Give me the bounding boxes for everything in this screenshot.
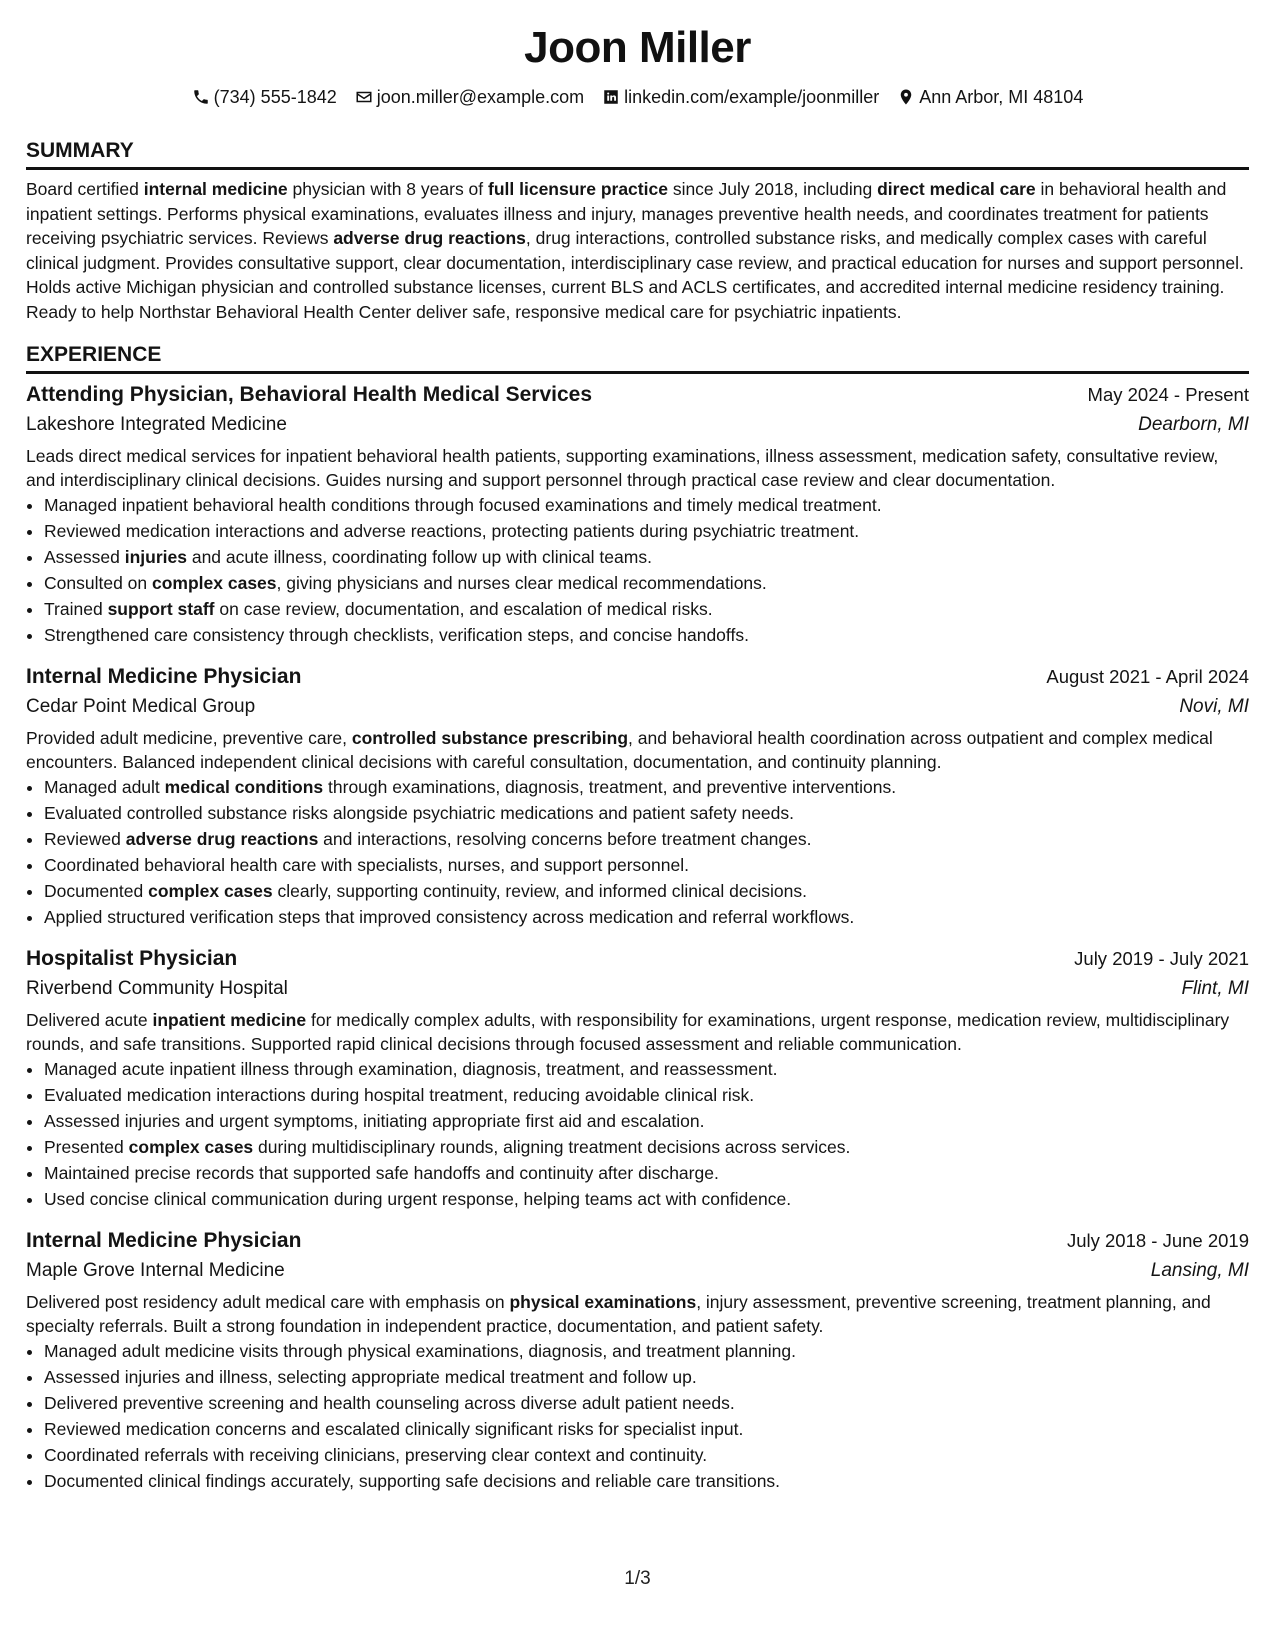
- text-run: Provided adult medicine, preventive care,: [26, 728, 352, 748]
- contact-location-text: Ann Arbor, MI 48104: [919, 87, 1084, 107]
- bold-keyword: physical examinations: [509, 1292, 697, 1312]
- text-run: on case review, documentation, and escalation of medical risks.: [214, 599, 713, 619]
- bullet-item: [44, 1442, 1249, 1468]
- bold-keyword: complex cases: [152, 573, 277, 593]
- bullet-item: [44, 1108, 1249, 1134]
- resume-page: [26, 20, 1249, 1494]
- text-run: Coordinated behavioral health care with specialists, nurses, and support personnel.: [44, 855, 689, 875]
- bold-keyword: inpatient medicine: [152, 1010, 307, 1030]
- page-number: 1/3: [624, 1568, 651, 1589]
- text-run: Board certified: [26, 179, 144, 199]
- job-bullets: [26, 1338, 1249, 1494]
- bold-keyword: direct medical care: [877, 179, 1036, 199]
- text-run: for medically complex adults, with responsibility for examinations, urgent response, medication review, multidisciplinary rounds, and safe transitions. Supported rapid clinical decisions through focused assessment and reliable communication.: [26, 1010, 1230, 1054]
- bullet-item: [44, 774, 1249, 800]
- bullet-item: [44, 878, 1249, 904]
- bullet-item: [44, 1160, 1249, 1186]
- text-run: , injury assessment, preventive screening, treatment planning, and specialty referrals. Built a strong foundation in independent practice, documentation, and patient safety.: [26, 1292, 1211, 1336]
- text-run: since July 2018, including: [667, 179, 878, 199]
- envelope-icon: [355, 88, 373, 106]
- bold-keyword: internal medicine: [143, 179, 288, 199]
- bullet-item: [44, 1364, 1249, 1390]
- job-location: Novi, MI: [1179, 696, 1249, 717]
- text-run: Delivered post residency adult medical care with emphasis on: [26, 1292, 510, 1312]
- bullet-item: [44, 800, 1249, 826]
- job-bullets: [26, 774, 1249, 930]
- job-dates: July 2018 - June 2019: [1066, 1230, 1249, 1251]
- bullet-item: [44, 570, 1249, 596]
- text-run: Consulted on: [44, 573, 152, 593]
- text-run: Used concise clinical communication during urgent response, helping teams act with confidence.: [44, 1189, 792, 1209]
- text-run: Presented: [44, 1137, 129, 1157]
- contact-phone-text: (734) 555-1842: [213, 87, 337, 107]
- job-company: Cedar Point Medical Group: [26, 696, 256, 717]
- bold-keyword: injuries: [124, 547, 187, 567]
- text-run: Coordinated referrals with receiving clinicians, preserving clear context and continuity.: [44, 1445, 708, 1465]
- bold-keyword: controlled substance prescribing: [351, 728, 629, 748]
- bold-keyword: complex cases: [128, 1137, 254, 1157]
- text-run: Assessed: [44, 547, 125, 567]
- text-run: Leads direct medical services for inpatient behavioral health patients, supporting examinations, illness assessment, medication safety, consultative review, and interdisciplinary clinical decisions. Guides nursing and support personnel through practical case review and clear documentation.: [26, 446, 1219, 490]
- phone-icon: [192, 88, 210, 106]
- bullet-item: [44, 596, 1249, 622]
- text-run: , and behavioral health coordination across outpatient and complex medical encounters. Balanced independent clinical decisions with careful consultation, documentation, and continuity planning.: [26, 728, 1213, 772]
- bullet-item: [44, 518, 1249, 544]
- text-run: Assessed injuries and urgent symptoms, initiating appropriate first aid and escalation.: [44, 1111, 705, 1131]
- text-run: Reviewed medication concerns and escalated clinically significant risks for specialist input.: [44, 1419, 744, 1439]
- bullet-item: [44, 1390, 1249, 1416]
- job-location: Dearborn, MI: [1138, 414, 1249, 435]
- job-entry: [26, 944, 1249, 1212]
- job-description: [26, 1008, 1249, 1056]
- bullet-item: [44, 544, 1249, 570]
- text-run: Managed adult: [44, 777, 165, 797]
- summary-text: [26, 177, 1249, 324]
- job-company: Lakeshore Integrated Medicine: [26, 414, 287, 435]
- text-run: Documented: [44, 881, 149, 901]
- job-company: Riverbend Community Hospital: [26, 978, 288, 999]
- text-run: through examinations, diagnosis, treatment, and preventive interventions.: [323, 777, 897, 797]
- text-run: Trained: [44, 599, 108, 619]
- bold-keyword: full licensure practice: [488, 179, 668, 199]
- job-dates: August 2021 - April 2024: [1046, 666, 1249, 687]
- text-run: Reviewed: [44, 829, 126, 849]
- job-title: Internal Medicine Physician: [26, 665, 302, 688]
- text-run: Delivered preventive screening and health counseling across diverse adult patient needs.: [44, 1393, 735, 1413]
- job-bullets: [26, 492, 1249, 648]
- bullet-item: [44, 852, 1249, 878]
- text-run: Assessed injuries and illness, selecting appropriate medical treatment and follow up.: [44, 1367, 697, 1387]
- text-run: clearly, supporting continuity, review, and informed clinical decisions.: [272, 881, 807, 901]
- job-entry: [26, 380, 1249, 648]
- experience-list: [26, 380, 1249, 1494]
- text-run: physician with 8 years of: [287, 179, 489, 199]
- job-title: Attending Physician, Behavioral Health Medical Services: [26, 383, 593, 406]
- bold-keyword: adverse drug reactions: [333, 228, 526, 248]
- job-description: [26, 1290, 1249, 1338]
- bullet-item: [44, 826, 1249, 852]
- text-run: Managed inpatient behavioral health conditions through focused examinations and timely medical treatment.: [44, 495, 882, 515]
- text-run: Evaluated controlled substance risks alongside psychiatric medications and patient safety needs.: [44, 803, 795, 823]
- linkedin-icon: [602, 88, 620, 106]
- job-dates: May 2024 - Present: [1087, 384, 1249, 405]
- bullet-item: [44, 1082, 1249, 1108]
- map-marker-icon: [897, 88, 915, 106]
- candidate-name: Joon Miller: [524, 23, 751, 72]
- text-run: Maintained precise records that supported safe handoffs and continuity after discharge.: [44, 1163, 719, 1183]
- bold-keyword: support staff: [107, 599, 215, 619]
- text-run: Reviewed medication interactions and adverse reactions, protecting patients during psychiatric treatment.: [44, 521, 860, 541]
- text-run: Evaluated medication interactions during hospital treatment, reducing avoidable clinical risk.: [44, 1085, 755, 1105]
- bullet-item: [44, 1338, 1249, 1364]
- job-entry: [26, 662, 1249, 930]
- experience-heading: EXPERIENCE: [26, 342, 1249, 374]
- contact-linkedin[interactable]: [602, 86, 879, 108]
- bullet-item: [44, 1186, 1249, 1212]
- bullet-item: [44, 492, 1249, 518]
- text-run: Strengthened care consistency through checklists, verification steps, and concise handoffs.: [44, 625, 749, 645]
- text-run: Managed adult medicine visits through physical examinations, diagnosis, and treatment planning.: [44, 1341, 796, 1361]
- contact-email-text: joon.miller@example.com: [376, 87, 585, 107]
- job-description: [26, 726, 1249, 774]
- bold-keyword: adverse drug reactions: [125, 829, 319, 849]
- job-title: Hospitalist Physician: [26, 947, 238, 970]
- text-run: during multidisciplinary rounds, aligning treatment decisions across services.: [253, 1137, 851, 1157]
- text-run: in behavioral health and inpatient settings. Performs physical examinations, evaluates illness and injury, manages preventive health needs, and coordinates treatment for patients receiving psychiatric services. Reviews: [26, 179, 1227, 248]
- contact-email[interactable]: [355, 86, 584, 108]
- job-location: Lansing, MI: [1150, 1260, 1249, 1281]
- job-company: Maple Grove Internal Medicine: [26, 1260, 285, 1281]
- bullet-item: [44, 904, 1249, 930]
- contact-location: [897, 86, 1083, 108]
- text-run: Applied structured verification steps that improved consistency across medication and referral workflows.: [44, 907, 855, 927]
- contact-phone[interactable]: [192, 86, 337, 108]
- text-run: Managed acute inpatient illness through examination, diagnosis, treatment, and reassessment.: [44, 1059, 778, 1079]
- job-description: [26, 444, 1249, 492]
- job-title: Internal Medicine Physician: [26, 1229, 302, 1252]
- job-entry: [26, 1226, 1249, 1494]
- text-run: and interactions, resolving concerns before treatment changes.: [318, 829, 812, 849]
- job-location: Flint, MI: [1181, 978, 1249, 999]
- bullet-item: [44, 1416, 1249, 1442]
- text-run: and acute illness, coordinating follow up with clinical teams.: [186, 547, 652, 567]
- text-run: , giving physicians and nurses clear medical recommendations.: [276, 573, 767, 593]
- bullet-item: [44, 1134, 1249, 1160]
- text-run: Delivered acute: [26, 1010, 153, 1030]
- contact-bar: [26, 86, 1249, 108]
- bullet-item: [44, 622, 1249, 648]
- summary-heading: SUMMARY: [26, 138, 1249, 170]
- text-run: Documented clinical findings accurately, supporting safe decisions and reliable care transitions.: [44, 1471, 781, 1491]
- job-dates: July 2019 - July 2021: [1074, 948, 1249, 969]
- bold-keyword: complex cases: [148, 881, 273, 901]
- bullet-item: [44, 1468, 1249, 1494]
- text-run: , drug interactions, controlled substance risks, and medically complex cases with careful clinical judgment. Provides consultative support, clear documentation, interdisciplinary case review, and practical education for nurses and support personnel. Holds active Michigan physician and controlled substance licenses, current BLS and ACLS certificates, and accredited internal medicine residency training. Ready to help Northstar Behavioral Health Center deliver safe, responsive medical care for psychiatric inpatients.: [26, 228, 1244, 322]
- bullet-item: [44, 1056, 1249, 1082]
- contact-linkedin-text: linkedin.com/example/joonmiller: [624, 87, 880, 107]
- bold-keyword: medical conditions: [164, 777, 324, 797]
- job-bullets: [26, 1056, 1249, 1212]
